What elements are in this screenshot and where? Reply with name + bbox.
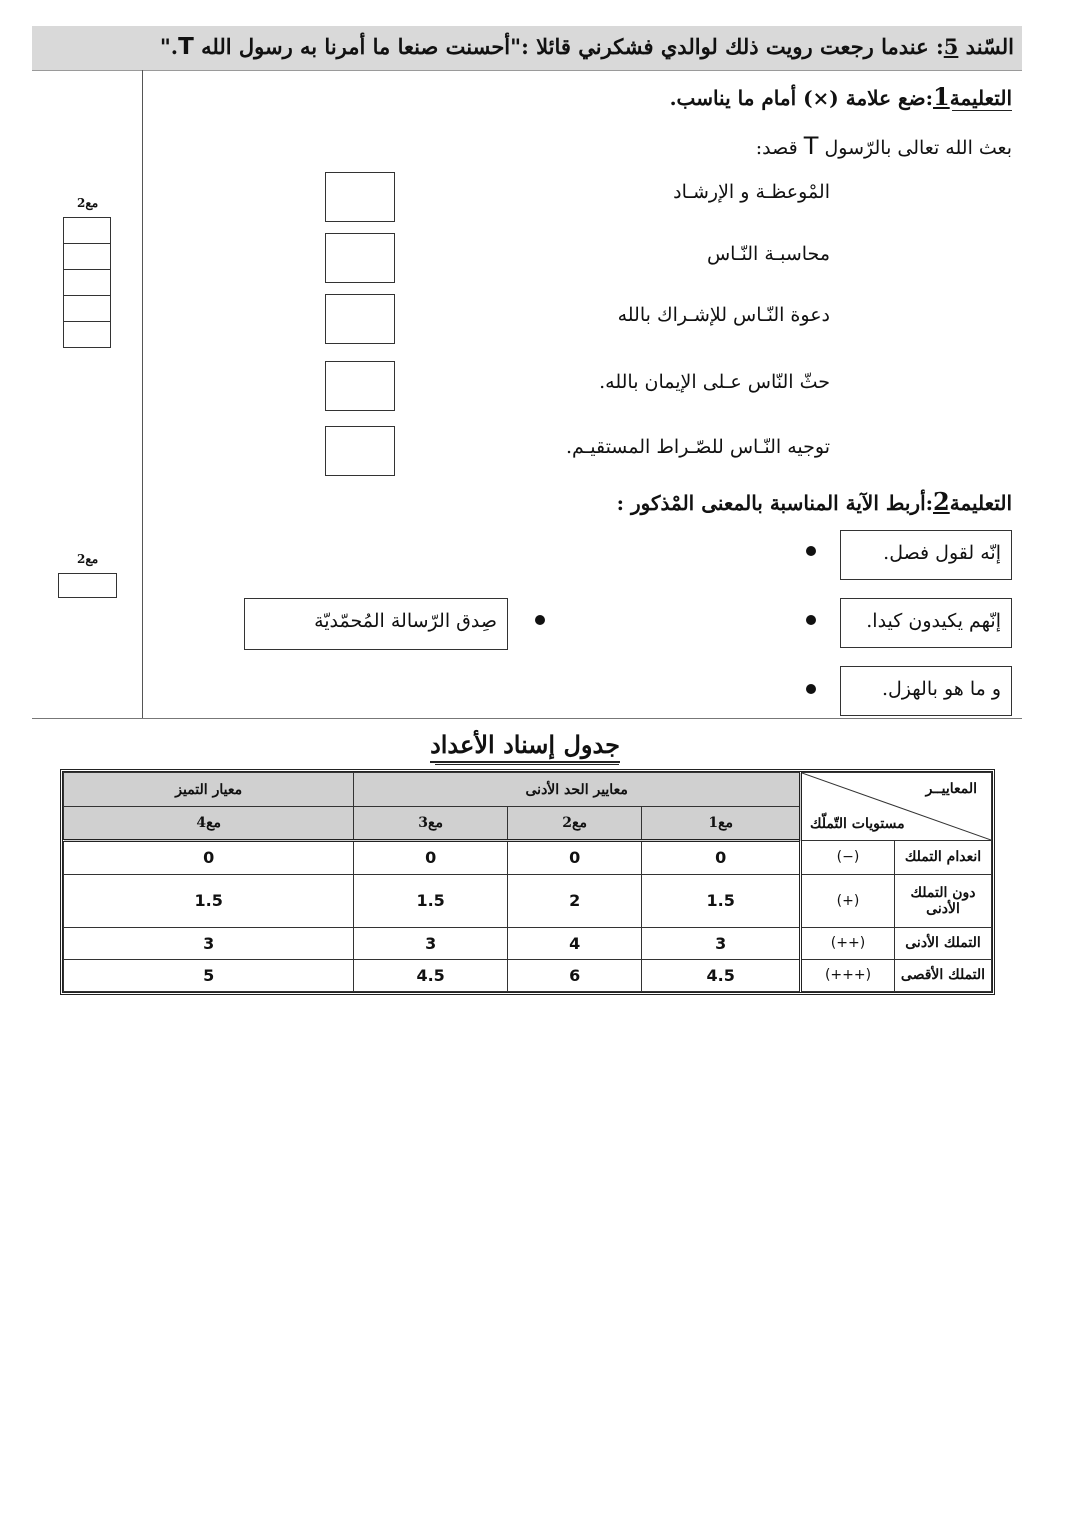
score-cell: 4.5 [354, 959, 508, 991]
grade-table [60, 769, 995, 995]
verse-3-dot[interactable] [806, 684, 816, 694]
sanad-symbol: T [178, 34, 194, 60]
criterion-2: مع2 [507, 807, 641, 841]
min-criteria-header: معايير الحد الأدنى [354, 773, 801, 807]
score-cell: 0 [64, 841, 354, 875]
option-4: حثّ النّاس عـلى الإيمان بالله. [599, 371, 830, 393]
score-cell: 0 [354, 841, 508, 875]
verse-box-2 [840, 598, 1012, 648]
verse-1-dot[interactable] [806, 546, 816, 556]
score-cell: 2 [507, 874, 641, 927]
option-1-checkbox[interactable] [325, 172, 395, 222]
verse-2-dot[interactable] [806, 615, 816, 625]
verse-1: إنّه لقول فصل. [883, 542, 1001, 564]
score-cell: 0 [642, 841, 801, 875]
level-name: دون التملك الأدنى [895, 874, 992, 927]
verse-box-1 [840, 530, 1012, 580]
verse-box-3 [840, 666, 1012, 716]
score-cell: 0 [507, 841, 641, 875]
margin-divider [142, 70, 143, 718]
meaning-dot[interactable] [535, 615, 545, 625]
level-symbol: (+) [801, 874, 895, 927]
sanad-quote-end: ." [159, 34, 179, 59]
score-cell: 1.5 [642, 874, 801, 927]
score-box[interactable] [64, 322, 110, 347]
option-3: دعوة النّـاس للإشـراك بالله [617, 304, 830, 326]
excellence-header: معيار التميز [64, 773, 354, 807]
section-bottom-rule [32, 718, 1022, 719]
criterion-1: مع1 [642, 807, 801, 841]
grade-table-title-underline2 [435, 764, 619, 765]
score-cell: 6 [507, 959, 641, 991]
side-score-boxes-1 [63, 217, 111, 348]
criterion-3: مع3 [354, 807, 508, 841]
score-cell: 3 [642, 927, 801, 959]
grade-row [64, 841, 992, 875]
instruction-1: التعليمة1:ضع علامة (×) أمام ما يناسب. [669, 82, 1012, 111]
score-box[interactable] [64, 218, 110, 244]
option-5: توجيه النّـاس للصّـراط المستقيـم. [565, 436, 830, 458]
score-cell: 5 [64, 959, 354, 991]
meaning-box [244, 598, 508, 650]
score-cell: 1.5 [64, 874, 354, 927]
grade-row [64, 959, 992, 991]
level-symbol: (−) [801, 841, 895, 875]
option-1: المْوعظـة و الإرشـاد [673, 181, 830, 203]
sanad-text [160, 34, 1014, 60]
instruction-1-underline [952, 110, 1012, 111]
sanad-label: السّند 5 [943, 34, 1014, 59]
side-score-box-2[interactable] [58, 573, 117, 598]
meaning-text: صِدق الرّسالة المُحمّديّة [314, 610, 497, 632]
grade-row [64, 927, 992, 959]
criterion-4: مع4 [64, 807, 354, 841]
score-box[interactable] [64, 270, 110, 296]
option-5-checkbox[interactable] [325, 426, 395, 476]
level-name: انعدام التملك [895, 841, 992, 875]
verse-2: إنّهم يكيدون كيدا. [866, 610, 1001, 632]
option-2-checkbox[interactable] [325, 233, 395, 283]
score-box[interactable] [64, 296, 110, 322]
level-symbol: (++) [801, 927, 895, 959]
score-cell: 4 [507, 927, 641, 959]
option-4-checkbox[interactable] [325, 361, 395, 411]
score-cell: 3 [354, 927, 508, 959]
question-1: بعث الله تعالى بالرّسول T قصد: [755, 132, 1012, 160]
instruction-2: التعليمة2:أربط الآية المناسبة بالمعنى المْذكور : [616, 487, 1012, 516]
level-name: التملك الأقصى [895, 959, 992, 991]
side-score-label-1: مع2 [77, 196, 99, 210]
level-symbol: (+++) [801, 959, 895, 991]
grade-row [64, 874, 992, 927]
score-cell: 4.5 [642, 959, 801, 991]
criteria-label: المعاييــر [925, 781, 977, 797]
option-2: محاسبـة النّـاس [706, 243, 830, 265]
verse-3: و ما هو بالهزل. [881, 678, 1001, 700]
criteria-levels-header [801, 773, 992, 841]
levels-label: مستويات التّملّك [810, 816, 905, 832]
grade-table-title: جدول إسناد الأعداد [0, 730, 1050, 759]
score-box[interactable] [64, 244, 110, 270]
side-score-label-2: مع2 [77, 552, 99, 566]
option-3-checkbox[interactable] [325, 294, 395, 344]
score-cell: 1.5 [354, 874, 508, 927]
level-name: التملك الأدنى [895, 927, 992, 959]
sanad-quote: : عندما رجعت رويت ذلك لوالدي فشكرني قائلا :"أحسنت صنعا ما أمرنا به رسول الله [193, 34, 944, 59]
sanad-banner [32, 26, 1022, 71]
score-cell: 3 [64, 927, 354, 959]
